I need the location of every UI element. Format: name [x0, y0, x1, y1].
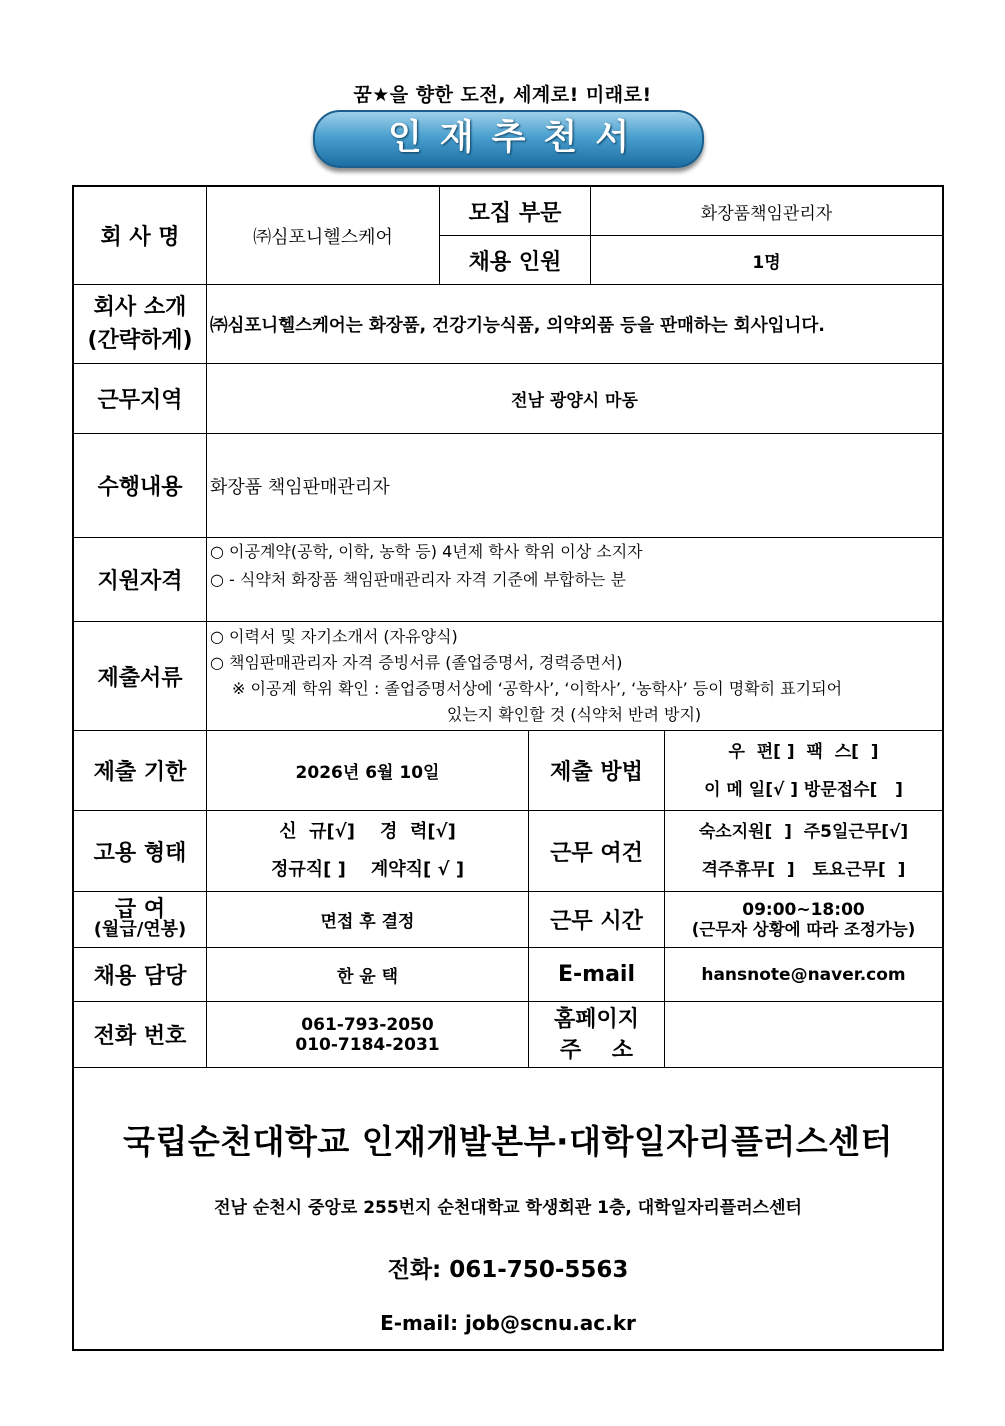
duty-label: 수행내용	[74, 434, 207, 538]
docs-line-2: ○ 책임판매관리자 자격 증빙서류 (졸업증명서, 경력증면서)	[210, 653, 623, 672]
phone-value	[207, 1002, 529, 1068]
qual-label: 지원자격	[74, 538, 207, 622]
cond-value	[665, 811, 942, 892]
document-title: 인재추천서	[313, 110, 704, 168]
qual-line-1: ○ 이공계약(공학, 이학, 농학 등) 4년제 학사 학위 이상 소지자	[210, 542, 643, 561]
intro-label-line1: 회사 소개	[93, 295, 187, 320]
deadline-value: 2026년 6월 10일	[207, 731, 529, 811]
hours-line-2: (근무자 상황에 따라 조정가능)	[691, 919, 916, 939]
footer-email: E-mail: job@scnu.ac.kr	[380, 1311, 636, 1335]
phone-label: 전화 번호	[74, 1002, 207, 1068]
footer	[74, 1068, 942, 1335]
slogan: 꿈★을 향한 도전, 세계로! 미래로!	[353, 84, 652, 106]
headcount-value: 1명	[591, 236, 942, 285]
homepage-value	[665, 1002, 942, 1068]
qual-value	[207, 538, 942, 622]
dept-value: 화장품책임관리자	[591, 187, 942, 236]
method-label: 제출 방법	[529, 731, 665, 811]
location-value: 전남 광양시 마동	[207, 364, 942, 434]
email-value[interactable]: hansnote@naver.com	[665, 948, 942, 1002]
deadline-label: 제출 기한	[74, 731, 207, 811]
homepage-label-line2: 주 소	[559, 1037, 634, 1063]
dept-label: 모집 부문	[440, 187, 591, 236]
method-value	[665, 731, 942, 811]
cond-label: 근무 여건	[529, 811, 665, 892]
footer-org: 국립순천대학교 인재개발본부·대학일자리플러스센터	[123, 1122, 893, 1161]
homepage-label-line1: 홈페이지	[553, 1006, 639, 1032]
intro-value: ㈜심포니헬스케어는 화장품, 건강기능식품, 의약외품 등을 판매하는 회사입니다.	[207, 285, 942, 364]
pay-label-line1: 급 여	[114, 896, 166, 922]
employ-line-1: 신 규[√] 경 력[√]	[279, 821, 456, 842]
footer-address: 전남 순천시 중앙로 255번지 순천대학교 학생회관 1층, 대학일자리플러스센터	[214, 1198, 802, 1218]
docs-label: 제출서류	[74, 622, 207, 731]
duty-value: 화장품 책임판매관리자	[207, 434, 942, 538]
method-line-1: 우 편[ ] 팩 스[ ]	[728, 741, 879, 762]
docs-line-4: 있는지 확인할 것 (식약처 반려 방지)	[446, 705, 702, 724]
phone-line-1: 061-793-2050	[301, 1014, 434, 1035]
intro-label	[74, 285, 207, 364]
company-value: ㈜심포니헬스케어	[207, 187, 440, 285]
employ-label: 고용 형태	[74, 811, 207, 892]
manager-label: 채용 담당	[74, 948, 207, 1002]
footer-tel: 전화: 061-750-5563	[387, 1257, 629, 1283]
employ-value	[207, 811, 529, 892]
intro-label-line2: (간략하게)	[87, 328, 193, 353]
recommendation-form	[72, 185, 944, 1351]
cond-line-2: 격주휴무[ ] 토요근무[ ]	[701, 860, 906, 880]
manager-value: 한 윤 택	[207, 948, 529, 1002]
pay-label-line2: (월급/연봉)	[93, 918, 187, 940]
docs-line-1: ○ 이력서 및 자기소개서 (자유양식)	[210, 627, 458, 646]
pay-label	[74, 892, 207, 948]
homepage-label	[529, 1002, 665, 1068]
phone-line-2: 010-7184-2031	[295, 1034, 440, 1055]
docs-value	[207, 622, 942, 731]
docs-line-3: ※ 이공계 학위 확인 : 졸업증명서상에 ‘공학사’, ‘이학사’, ‘농학사’ 등이 명확히 표기되어	[232, 679, 843, 698]
cond-line-1: 숙소지원[ ] 주5일근무[√]	[698, 822, 909, 842]
hours-line-1: 09:00~18:00	[742, 899, 865, 920]
employ-line-2: 정규직[ ] 계약직[ √ ]	[270, 859, 465, 880]
pay-value: 면접 후 결정	[207, 892, 529, 948]
hours-label: 근무 시간	[529, 892, 665, 948]
company-label: 회 사 명	[74, 187, 207, 285]
qual-line-2: ○ - 식약처 화장품 책임판매관리자 자격 기준에 부합하는 분	[210, 570, 626, 589]
email-label: E-mail	[529, 948, 665, 1002]
location-label: 근무지역	[74, 364, 207, 434]
headcount-label: 채용 인원	[440, 236, 591, 285]
hours-value	[665, 892, 942, 948]
method-line-2: 이 메 일[√ ] 방문접수[ ]	[704, 779, 903, 800]
